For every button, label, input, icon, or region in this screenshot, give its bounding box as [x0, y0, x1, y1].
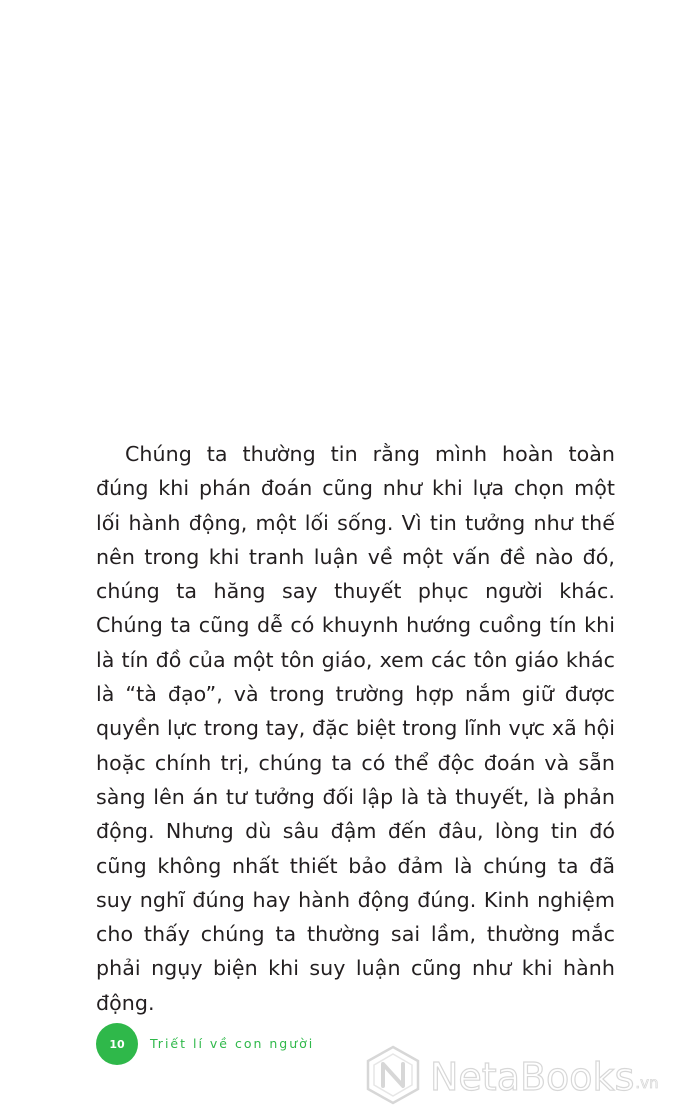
- netabooks-logo-icon: [364, 1044, 422, 1106]
- page-footer: [96, 1023, 314, 1065]
- body-paragraph: Chúng ta thường tin rằng mình hoàn toàn đúng khi phán đoán cũng như khi lựa chọn một lối hành động, một lối sống. Vì tin tưởng như thế nên trong khi tranh luận về một vấn đề nào đó, chúng ta hăng say thuyết phục người khác. Chúng ta cũng dễ có khuynh hướng cuồng tín khi là tín đồ của một tôn giáo, xem các tôn giáo khác là “tà đạo”, và trong trường hợp nắm giữ được quyền lực trong tay, đặc biệt trong lĩnh vực xã hội hoặc chính trị, chúng ta có thể độc đoán và sẵn sàng lên án tư tưởng đối lập là tà thuyết, là phản động. Nhưng dù sâu đậm đến đâu, lòng tin đó cũng không nhất thiết bảo đảm là chúng ta đã suy nghĩ đúng hay hành động đúng. Kinh nghiệm cho thấy chúng ta thường sai lầm, thường mắc phải ngụy biện khi suy luận cũng như khi hành động.: [96, 442, 615, 1015]
- running-title: Triết lí về con người: [150, 1035, 315, 1051]
- watermark: [364, 1044, 659, 1106]
- page-number-badge: 10: [96, 1023, 138, 1065]
- watermark-brand-text: NetaBooks: [430, 1055, 635, 1099]
- watermark-domain-suffix: .vn: [635, 1074, 659, 1092]
